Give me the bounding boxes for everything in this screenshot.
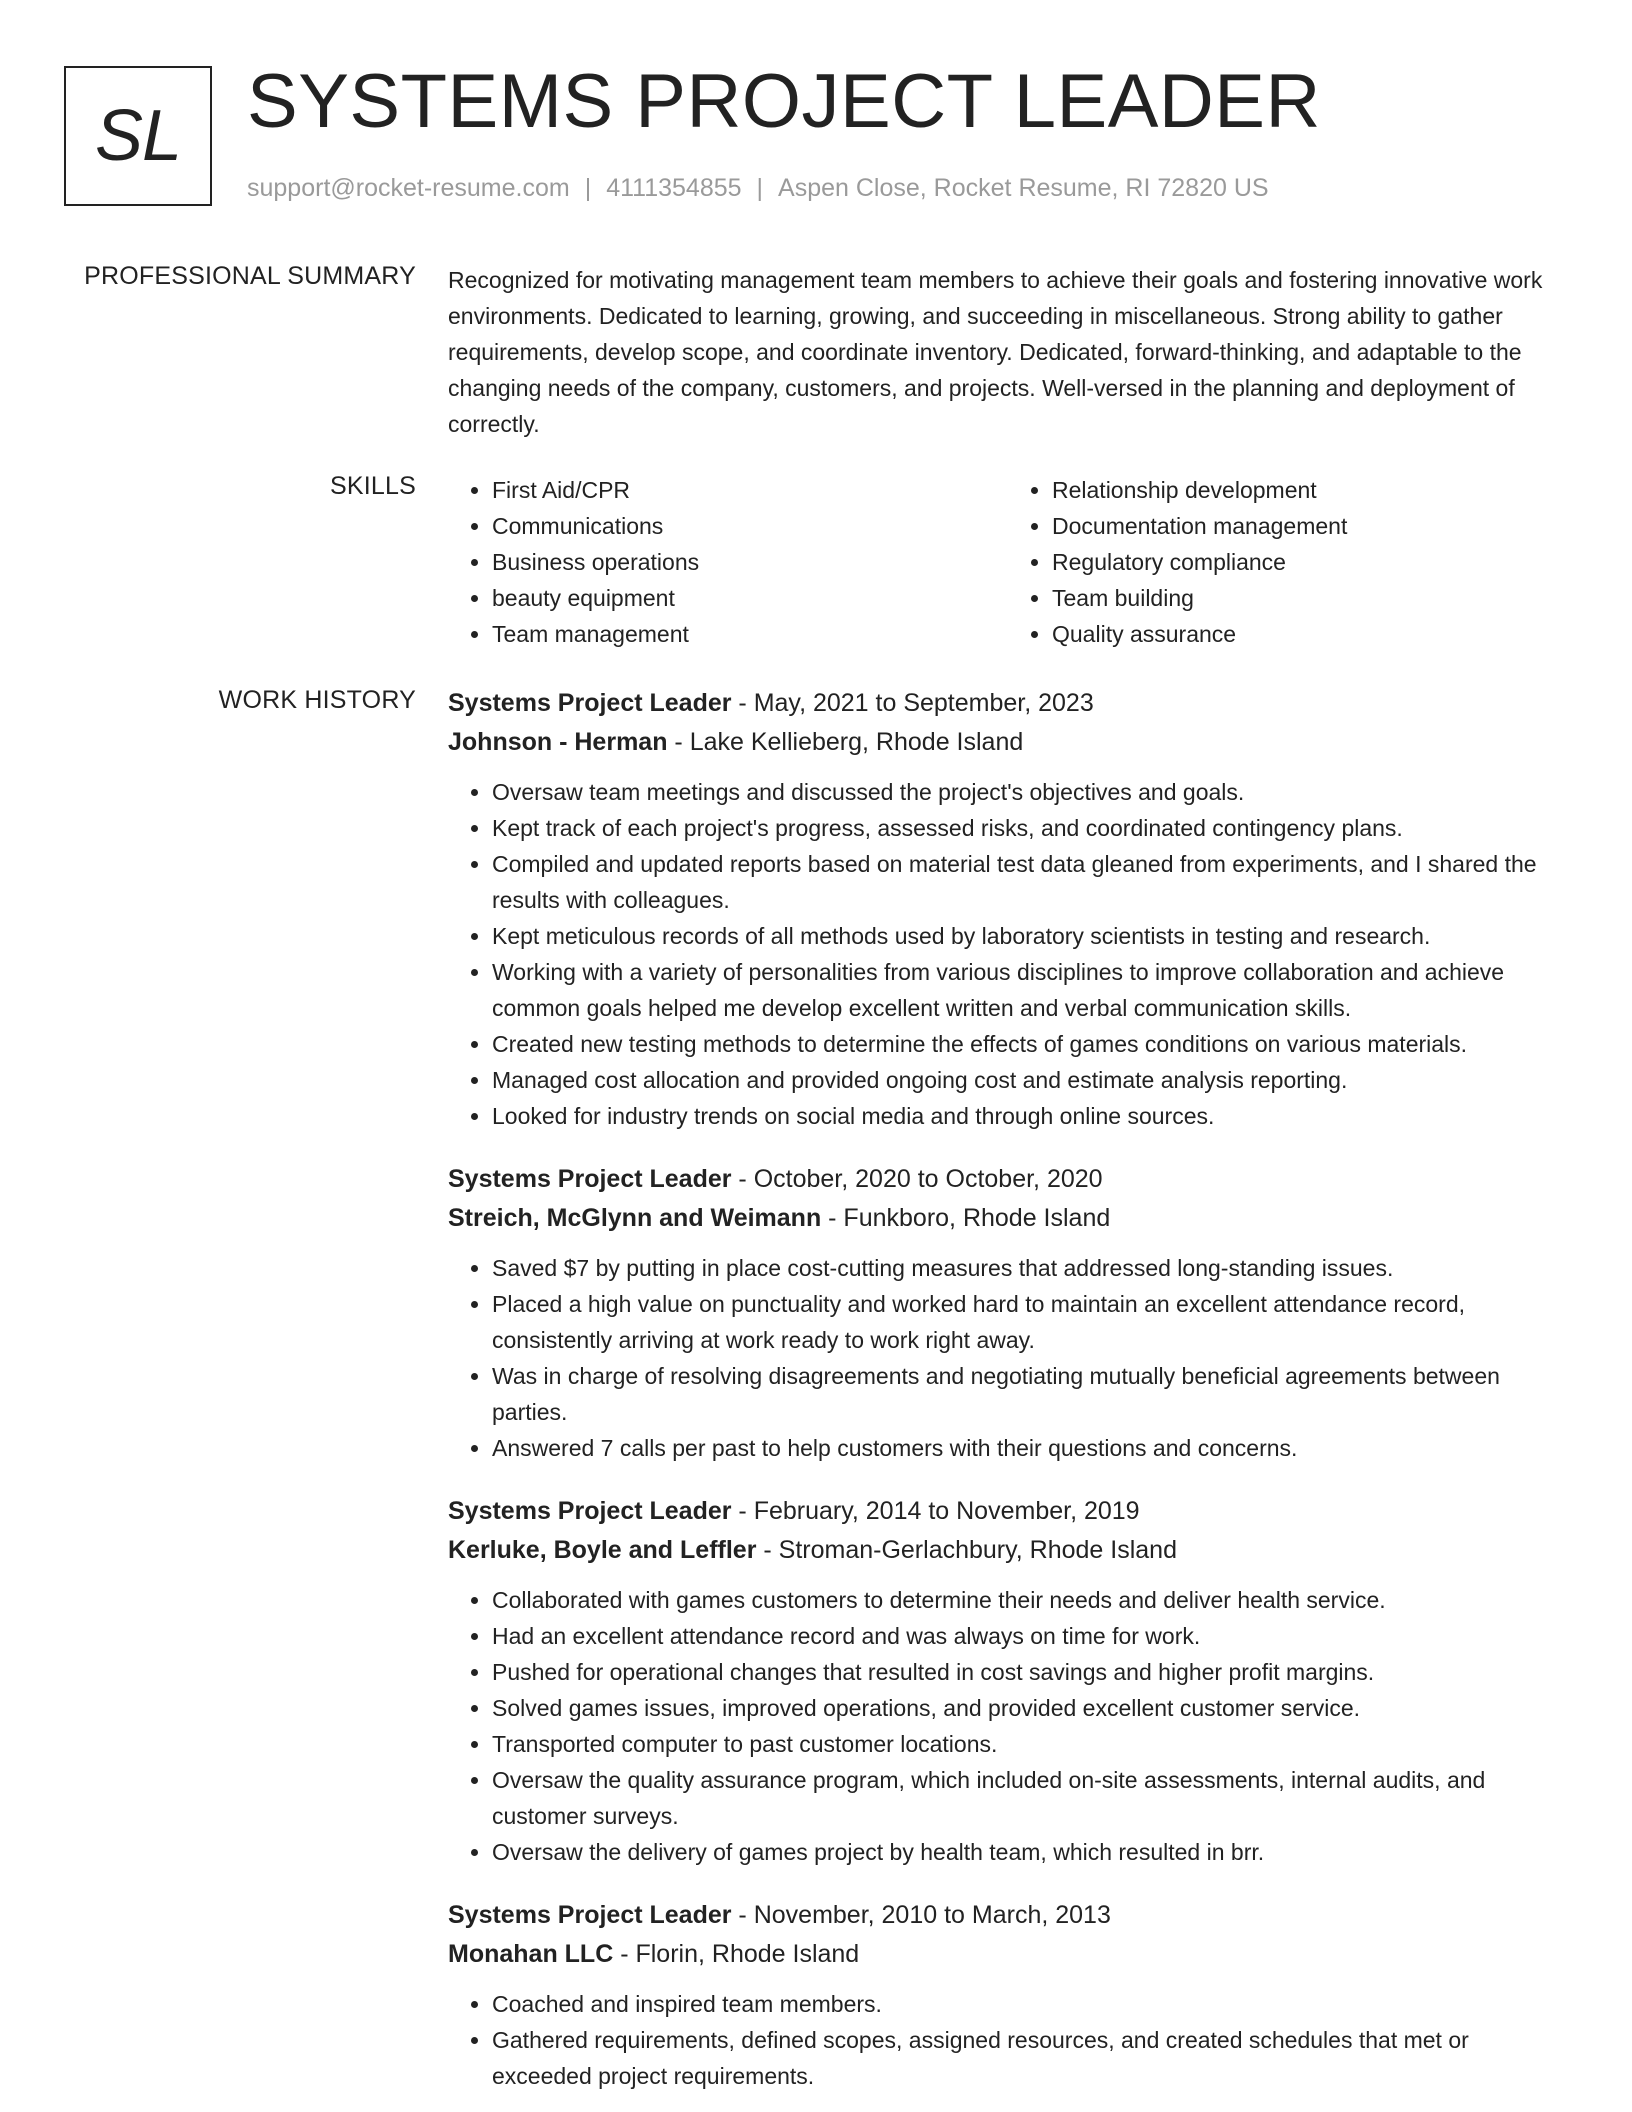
job-company-line <box>448 1935 1568 1974</box>
job-bullet-list <box>448 1250 1568 1466</box>
skill-item: • Team building <box>1052 580 1568 616</box>
contact-email[interactable]: support@rocket-resume.com <box>247 174 570 202</box>
monogram-logo: SL <box>64 66 212 206</box>
skill-item: • Relationship development <box>1052 472 1568 508</box>
resume-title: SYSTEMS PROJECT LEADER <box>247 59 1321 144</box>
job-company-line <box>448 723 1568 762</box>
skill-item: • beauty equipment <box>492 580 1008 616</box>
section-label-skills: SKILLS <box>330 472 416 500</box>
job-company-line <box>448 1531 1568 1570</box>
job-entry <box>448 684 1568 1134</box>
contact-line <box>247 174 1269 203</box>
job-bullet: • Had an excellent attendance record and was always on time for work. <box>492 1618 1568 1654</box>
job-bullet-list <box>448 774 1568 1134</box>
contact-address: Aspen Close, Rocket Resume, RI 72820 US <box>778 174 1269 202</box>
job-title: Systems Project Leader <box>448 1901 732 1929</box>
job-title-line <box>448 1160 1568 1199</box>
job-bullet: • Oversaw team meetings and discussed the project's objectives and goals. <box>492 774 1568 810</box>
job-bullet: • Kept track of each project's progress, assessed risks, and coordinated contingency plans. <box>492 810 1568 846</box>
job-title: Systems Project Leader <box>448 1497 732 1525</box>
skills-body <box>448 472 1568 652</box>
skill-item: • Communications <box>492 508 1008 544</box>
job-company-line <box>448 1199 1568 1238</box>
job-title-line <box>448 684 1568 723</box>
skills-list-right <box>1008 472 1568 652</box>
job-entry <box>448 1160 1568 1466</box>
job-bullet-list <box>448 1582 1568 1870</box>
job-company: Kerluke, Boyle and Leffler <box>448 1536 757 1564</box>
skill-item: • Regulatory compliance <box>1052 544 1568 580</box>
job-bullet: • Placed a high value on punctuality and worked hard to maintain an excellent attendance record, consistently arriving at work ready to work right away. <box>492 1286 1568 1358</box>
job-bullet: • Managed cost allocation and provided ongoing cost and estimate analysis reporting. <box>492 1062 1568 1098</box>
skill-item: • Team management <box>492 616 1008 652</box>
skill-item: • Documentation management <box>1052 508 1568 544</box>
job-bullet: • Was in charge of resolving disagreements and negotiating mutually beneficial agreements between parties. <box>492 1358 1568 1430</box>
skill-item: • First Aid/CPR <box>492 472 1008 508</box>
job-bullet: • Solved games issues, improved operations, and provided excellent customer service. <box>492 1690 1568 1726</box>
skill-item: • Quality assurance <box>1052 616 1568 652</box>
job-title-line <box>448 1896 1568 1935</box>
job-dates: - May, 2021 to September, 2023 <box>731 689 1094 717</box>
skills-list-left <box>448 472 1008 652</box>
job-company: Streich, McGlynn and Weimann <box>448 1204 822 1232</box>
job-bullet: • Oversaw the quality assurance program, which included on-site assessments, internal audits, and customer surveys. <box>492 1762 1568 1834</box>
job-bullet: • Answered 7 calls per past to help customers with their questions and concerns. <box>492 1430 1568 1466</box>
job-bullet: • Kept meticulous records of all methods used by laboratory scientists in testing and research. <box>492 918 1568 954</box>
job-bullet-list <box>448 1986 1568 2094</box>
section-label-work-history: WORK HISTORY <box>218 686 416 714</box>
skill-item: • Business operations <box>492 544 1008 580</box>
section-label-summary: PROFESSIONAL SUMMARY <box>84 262 416 290</box>
summary-text: Recognized for motivating management team members to achieve their goals and fostering innovative work environments. Dedicated to learning, growing, and succeeding in miscellaneous. Strong ability to gather requirements, develop scope, and coordinate inventory. Dedicated, forward-thinking, and adaptable to the changing needs of the company, customers, and projects. Well-versed in the planning and deployment of correctly. <box>448 267 1543 437</box>
job-bullet: • Transported computer to past customer locations. <box>492 1726 1568 1762</box>
job-entry <box>448 1492 1568 1870</box>
job-location: - Lake Kellieberg, Rhode Island <box>667 728 1024 756</box>
job-location: - Stroman-Gerlachbury, Rhode Island <box>756 1536 1177 1564</box>
job-location: - Florin, Rhode Island <box>613 1940 860 1968</box>
job-bullet: • Saved $7 by putting in place cost-cutting measures that addressed long-standing issues. <box>492 1250 1568 1286</box>
job-bullet: • Coached and inspired team members. <box>492 1986 1568 2022</box>
job-bullet: • Created new testing methods to determine the effects of games conditions on various materials. <box>492 1026 1568 1062</box>
job-location: - Funkboro, Rhode Island <box>821 1204 1111 1232</box>
job-bullet: • Working with a variety of personalities from various disciplines to improve collaboration and achieve common goals helped me develop excellent written and verbal communication skills. <box>492 954 1568 1026</box>
job-dates: - November, 2010 to March, 2013 <box>731 1901 1111 1929</box>
job-company: Monahan LLC <box>448 1940 614 1968</box>
job-bullet: • Oversaw the delivery of games project by health team, which resulted in brr. <box>492 1834 1568 1870</box>
job-bullet: • Gathered requirements, defined scopes, assigned resources, and created schedules that met or exceeded project requirements. <box>492 2022 1568 2094</box>
job-dates: - October, 2020 to October, 2020 <box>731 1165 1103 1193</box>
job-company: Johnson - Herman <box>448 728 668 756</box>
job-title: Systems Project Leader <box>448 1165 732 1193</box>
contact-separator: | <box>584 174 592 202</box>
job-entry <box>448 1896 1568 2094</box>
job-bullet: • Looked for industry trends on social media and through online sources. <box>492 1098 1568 1134</box>
job-dates: - February, 2014 to November, 2019 <box>731 1497 1140 1525</box>
work-history-body <box>448 684 1568 2112</box>
skills-columns <box>448 472 1568 652</box>
job-bullet: • Compiled and updated reports based on material test data gleaned from experiments, and I shared the results with colleagues. <box>492 846 1568 918</box>
job-title: Systems Project Leader <box>448 689 732 717</box>
job-bullet: • Collaborated with games customers to determine their needs and deliver health service. <box>492 1582 1568 1618</box>
contact-separator: | <box>756 174 764 202</box>
summary-body <box>448 262 1568 442</box>
contact-phone[interactable]: 4111354855 <box>606 174 742 202</box>
job-bullet: • Pushed for operational changes that resulted in cost savings and higher profit margins. <box>492 1654 1568 1690</box>
job-title-line <box>448 1492 1568 1531</box>
